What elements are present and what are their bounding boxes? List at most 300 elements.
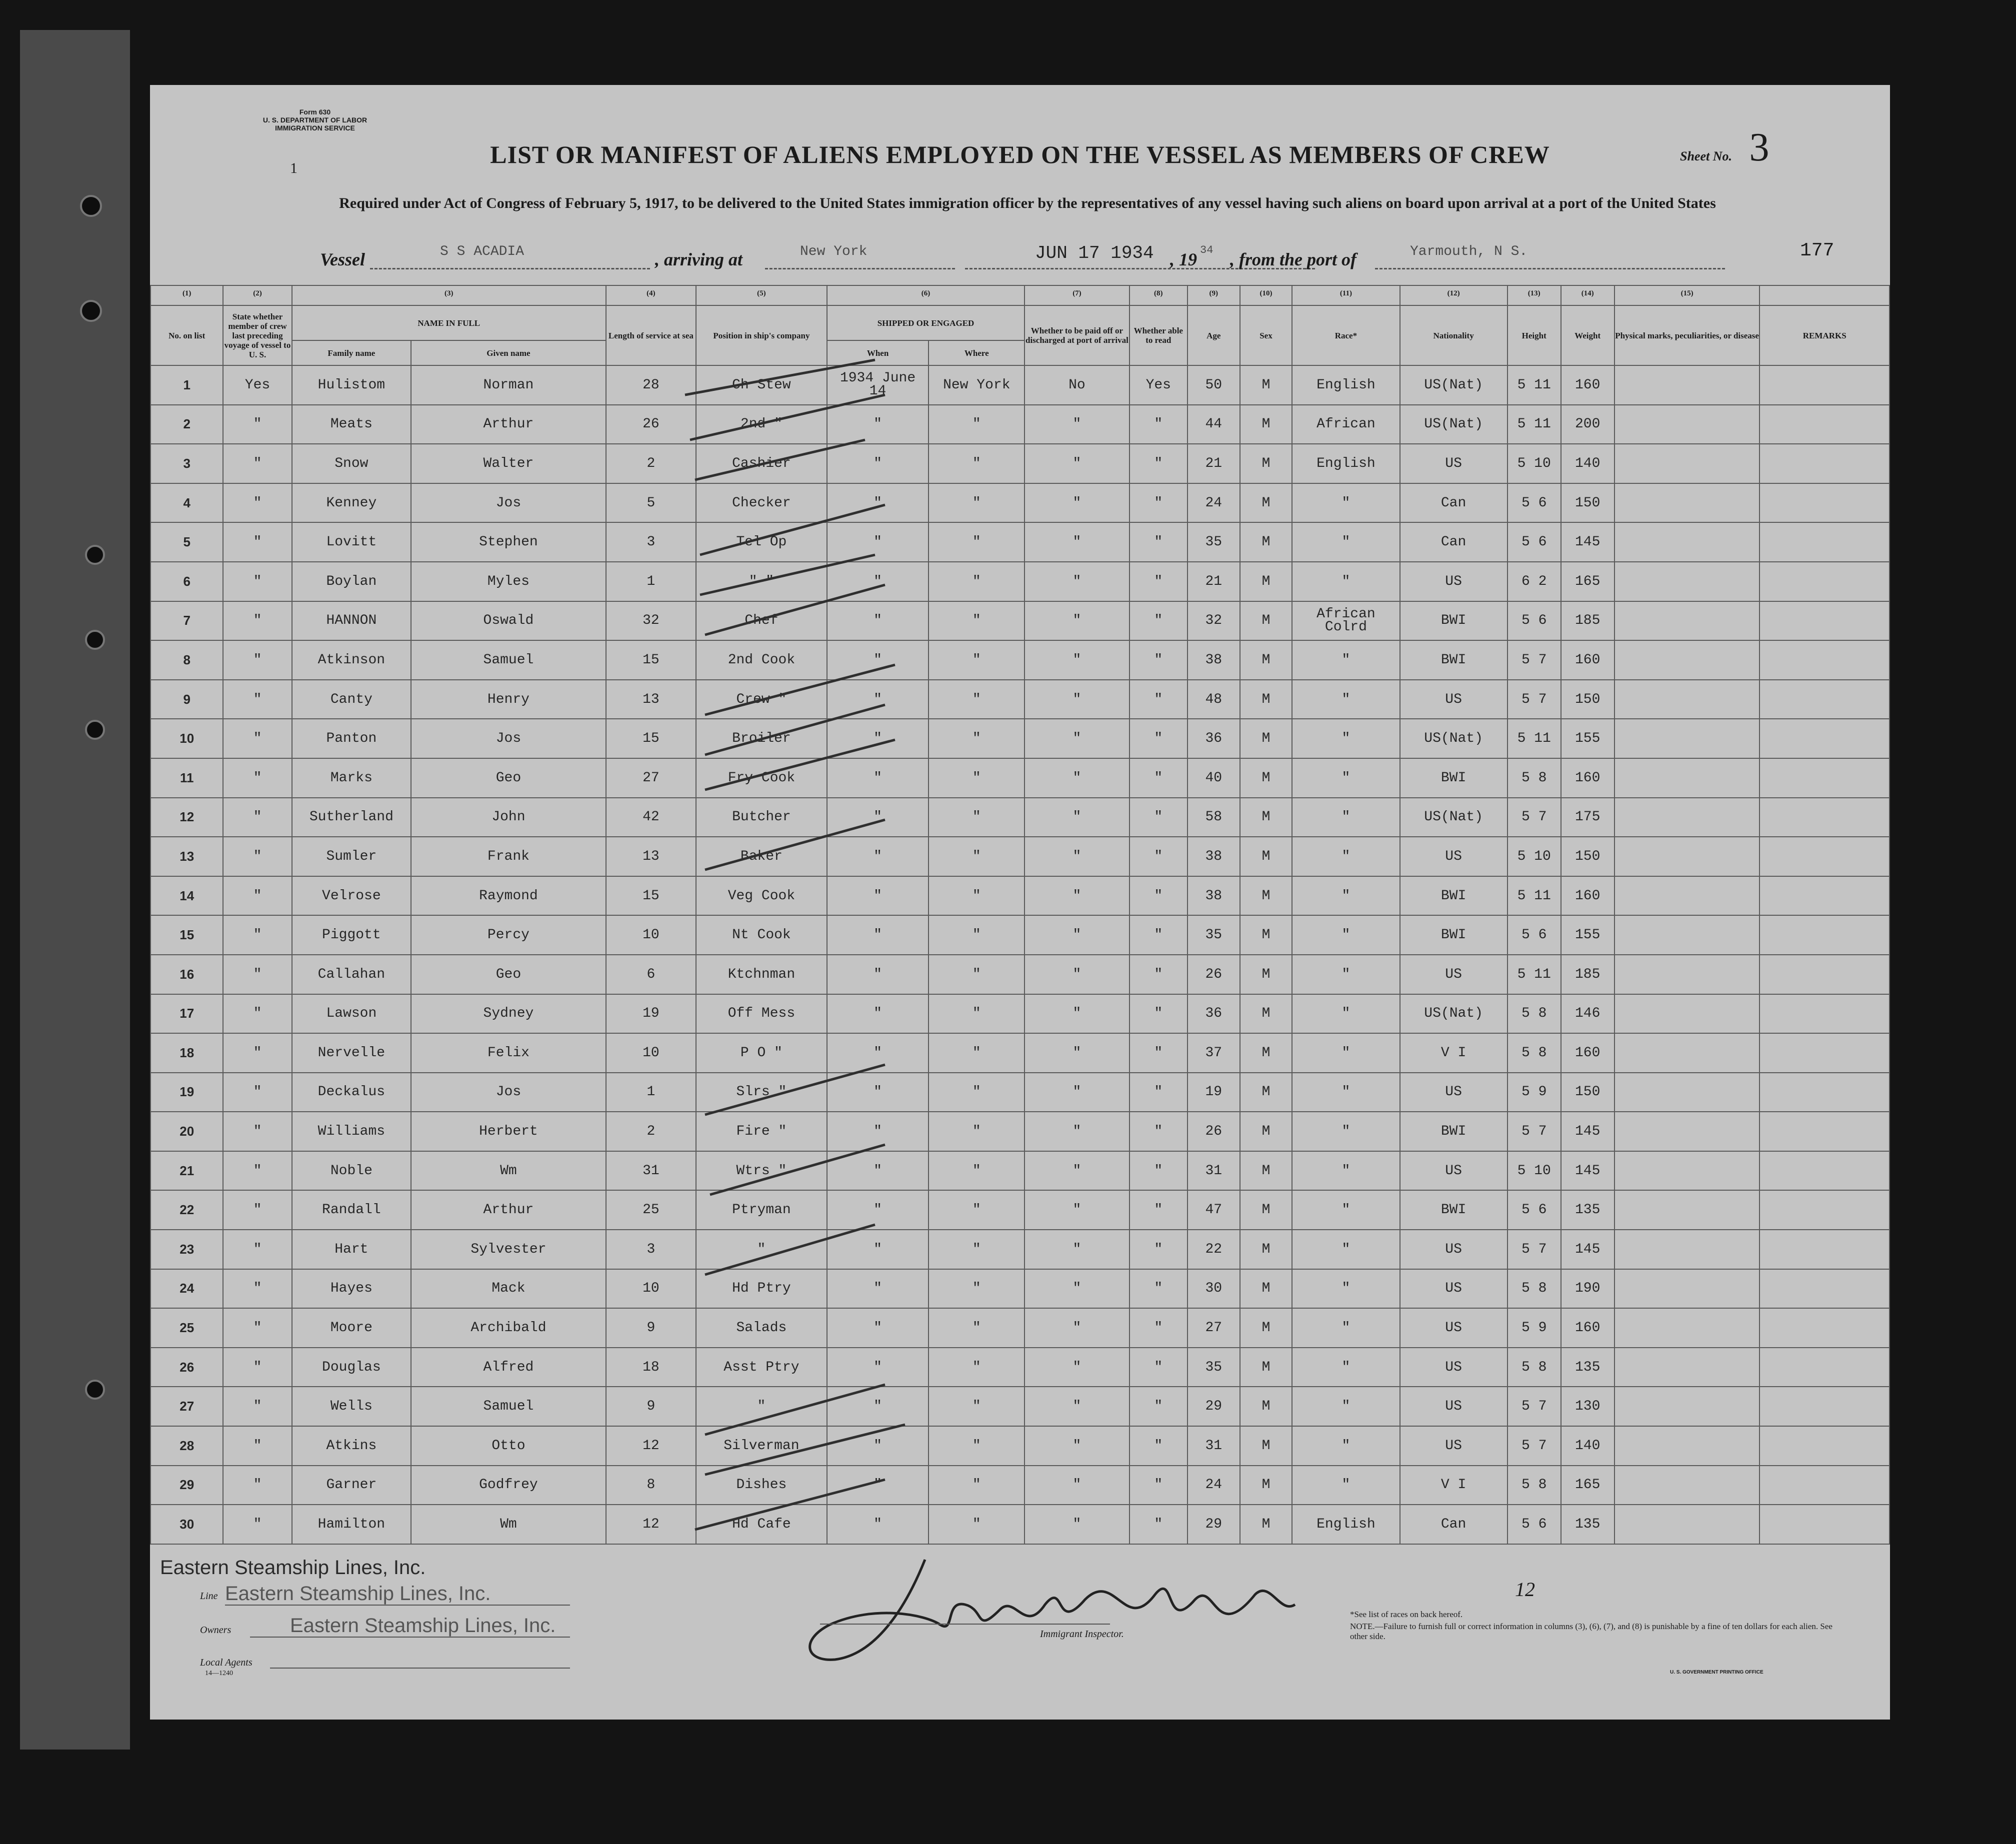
column-number: (6) [827,285,1024,305]
cell-sex: M [1240,444,1292,483]
cell-nationality: V I [1400,1466,1508,1505]
crew-table [150,285,1890,1545]
cell-physical-marks [1614,483,1760,523]
cell-weight: 145 [1561,522,1614,562]
cell-nationality: US [1400,1151,1508,1191]
cell-remarks [1760,876,1890,916]
cell-able-to-read: " [1130,1151,1188,1191]
cell-able-to-read: " [1130,1230,1188,1269]
cell-height: 5 6 [1508,601,1561,641]
cell-physical-marks [1614,444,1760,483]
arriving-port: New York [800,244,868,259]
cell-where: " [928,1151,1024,1191]
cell-no: 9 [150,680,223,719]
cell-length-of-service: 25 [606,1190,696,1230]
cell-previous-voyage: " [223,1308,292,1348]
header-remarks: REMARKS [1760,305,1890,365]
cell-nationality: BWI [1400,758,1508,798]
cell-length-of-service: 15 [606,719,696,758]
cell-given-name: John [411,798,606,837]
column-number: (9) [1188,285,1240,305]
corner-mark: 1 [290,160,298,176]
cell-nationality: US [1400,444,1508,483]
cell-remarks [1760,1466,1890,1505]
cell-remarks [1760,562,1890,601]
crew-table-body [150,365,1890,1544]
cell-height: 5 11 [1508,719,1561,758]
cell-given-name: Mack [411,1269,606,1309]
cell-length-of-service: 32 [606,601,696,641]
cell-age: 35 [1188,1348,1240,1387]
table-row [150,405,1890,444]
arrival-date-stamp: JUN 17 1934 [1035,243,1154,263]
header-given-name: Given name [411,340,606,365]
cell-length-of-service: 13 [606,680,696,719]
cell-where: " [928,1190,1024,1230]
cell-nationality: BWI [1400,601,1508,641]
cell-no: 3 [150,444,223,483]
table-row [150,915,1890,955]
column-number: (3) [292,285,606,305]
cell-position: Baker [696,837,827,876]
header-sex: Sex [1240,305,1292,365]
cell-previous-voyage: " [223,1190,292,1230]
year-suffix: 34 [1200,244,1214,256]
cell-family-name: Randall [292,1190,411,1230]
cell-weight: 175 [1561,798,1614,837]
line-underline [225,1605,570,1606]
cell-able-to-read: " [1130,798,1188,837]
cell-family-name: Nervelle [292,1033,411,1073]
cell-when: " [827,719,929,758]
sheet-label: Sheet No. [1680,149,1732,163]
cell-remarks [1760,1348,1890,1387]
column-number: (10) [1240,285,1292,305]
inspector-label: Immigrant Inspector. [1040,1629,1124,1640]
cell-paid-off: No [1024,365,1129,405]
cell-given-name: Samuel [411,640,606,680]
cell-previous-voyage: " [223,1151,292,1191]
cell-family-name: Panton [292,719,411,758]
cell-race: " [1292,758,1400,798]
cell-remarks [1760,444,1890,483]
cell-race: " [1292,1033,1400,1073]
cell-weight: 160 [1561,640,1614,680]
cell-position: " [696,1230,827,1269]
cell-length-of-service: 10 [606,1033,696,1073]
cell-physical-marks [1614,365,1760,405]
cell-family-name: Velrose [292,876,411,916]
cell-height: 5 10 [1508,444,1561,483]
cell-paid-off: " [1024,1073,1129,1112]
cell-nationality: US(Nat) [1400,719,1508,758]
cell-height: 5 9 [1508,1308,1561,1348]
cell-family-name: Hayes [292,1269,411,1309]
from-underline [1375,268,1725,269]
cell-previous-voyage: " [223,680,292,719]
cell-age: 35 [1188,915,1240,955]
cell-weight: 150 [1561,837,1614,876]
column-number-remarks [1760,285,1890,305]
cell-position: Chef [696,601,827,641]
cell-remarks [1760,1308,1890,1348]
from-port: Yarmouth, N S. [1410,244,1528,259]
cell-when: " [827,1269,929,1309]
cell-race: English [1292,444,1400,483]
cell-able-to-read: " [1130,1033,1188,1073]
cell-position: Nt Cook [696,915,827,955]
cell-weight: 165 [1561,1466,1614,1505]
tick-strokes [685,360,905,1530]
cell-family-name: Atkinson [292,640,411,680]
cell-previous-voyage: " [223,955,292,994]
cell-previous-voyage: " [223,1426,292,1466]
cell-race: " [1292,915,1400,955]
column-number: (2) [223,285,292,305]
header-position: Position in ship's company [696,305,827,365]
cell-given-name: Jos [411,483,606,523]
cell-no: 22 [150,1190,223,1230]
cell-sex: M [1240,876,1292,916]
line-stamp-2: Eastern Steamship Lines, Inc. [225,1583,491,1605]
table-row [150,483,1890,523]
cell-sex: M [1240,1073,1292,1112]
cell-sex: M [1240,1230,1292,1269]
cell-where: " [928,955,1024,994]
cell-length-of-service: 10 [606,915,696,955]
cell-family-name: Canty [292,680,411,719]
form-code: 14—1240 [205,1670,233,1677]
cell-given-name: Jos [411,1073,606,1112]
cell-when: " [827,1190,929,1230]
cell-where: " [928,444,1024,483]
cell-length-of-service: 5 [606,483,696,523]
binder-hole [85,545,105,565]
cell-given-name: Sydney [411,994,606,1034]
cell-where: " [928,640,1024,680]
cell-nationality: US [1400,1230,1508,1269]
table-row [150,758,1890,798]
cell-paid-off: " [1024,1269,1129,1309]
cell-position: P O " [696,1033,827,1073]
cell-age: 19 [1188,1073,1240,1112]
cell-physical-marks [1614,876,1760,916]
cell-race: English [1292,1505,1400,1544]
cell-family-name: Marks [292,758,411,798]
cell-race: " [1292,1269,1400,1309]
cell-family-name: Atkins [292,1426,411,1466]
cell-weight: 185 [1561,601,1614,641]
cell-age: 44 [1188,405,1240,444]
header-shipped-or-engaged: SHIPPED OR ENGAGED [827,305,1024,340]
cell-weight: 140 [1561,444,1614,483]
cell-where: " [928,876,1024,916]
cell-physical-marks [1614,915,1760,955]
cell-height: 5 8 [1508,1033,1561,1073]
cell-given-name: Archibald [411,1308,606,1348]
footer-note-2: NOTE.—Failure to furnish full or correct information in columns (3), (6), (7), and (8) is punishable by a fine of ten dollars for each alien. See other side. [1350,1622,1832,1641]
cell-height: 5 11 [1508,365,1561,405]
cell-previous-voyage: " [223,562,292,601]
binder-hole [80,300,102,322]
cell-family-name: Noble [292,1151,411,1191]
table-row [150,1466,1890,1505]
cell-when: " [827,562,929,601]
cell-when: " [827,1151,929,1191]
service-name: IMMIGRATION SERVICE [275,124,355,132]
cell-length-of-service: 27 [606,758,696,798]
cell-physical-marks [1614,1387,1760,1426]
cell-age: 30 [1188,1269,1240,1309]
cell-given-name: Otto [411,1426,606,1466]
agents-underline [270,1668,570,1669]
binder-hole [85,1380,105,1400]
cell-remarks [1760,640,1890,680]
signature-stroke [810,1560,1295,1660]
cell-previous-voyage: " [223,444,292,483]
cell-race: African [1292,405,1400,444]
cell-weight: 150 [1561,483,1614,523]
cell-race: " [1292,837,1400,876]
department-name: U. S. DEPARTMENT OF LABOR [262,116,368,124]
table-row [150,1348,1890,1387]
cell-where: " [928,483,1024,523]
cell-previous-voyage: Yes [223,365,292,405]
cell-given-name: Walter [411,444,606,483]
cell-given-name: Godfrey [411,1466,606,1505]
cell-nationality: US [1400,955,1508,994]
cell-able-to-read: " [1130,1505,1188,1544]
cell-height: 5 8 [1508,1269,1561,1309]
cell-previous-voyage: " [223,758,292,798]
cell-sex: M [1240,1466,1292,1505]
cell-family-name: Kenney [292,483,411,523]
cell-no: 4 [150,483,223,523]
cell-when: 1934 June 14 [827,365,929,405]
cell-paid-off: " [1024,601,1129,641]
cell-age: 31 [1188,1426,1240,1466]
cell-weight: 160 [1561,758,1614,798]
owners-label: Owners [200,1625,232,1636]
cell-race: " [1292,640,1400,680]
cell-sex: M [1240,1387,1292,1426]
cell-no: 17 [150,994,223,1034]
cell-able-to-read: " [1130,405,1188,444]
cell-given-name: Frank [411,837,606,876]
cell-height: 5 6 [1508,483,1561,523]
cell-previous-voyage: " [223,640,292,680]
cell-when: " [827,1505,929,1544]
table-row [150,1426,1890,1466]
page-number: 177 [1800,240,1834,261]
cell-race: " [1292,719,1400,758]
header-nationality: Nationality [1400,305,1508,365]
cell-position: " [696,1387,827,1426]
cell-sex: M [1240,758,1292,798]
cell-no: 21 [150,1151,223,1191]
cell-nationality: US [1400,1426,1508,1466]
cell-where: " [928,1073,1024,1112]
cell-nationality: BWI [1400,640,1508,680]
service-tick-marks [675,355,935,1555]
cell-paid-off: " [1024,1426,1129,1466]
cell-no: 19 [150,1073,223,1112]
cell-length-of-service: 3 [606,522,696,562]
cell-previous-voyage: " [223,1466,292,1505]
cell-length-of-service: 42 [606,798,696,837]
line-label: Line [200,1591,218,1602]
cell-family-name: HANNON [292,601,411,641]
cell-position: Salads [696,1308,827,1348]
cell-family-name: Hulistom [292,365,411,405]
cell-remarks [1760,1230,1890,1269]
cell-age: 50 [1188,365,1240,405]
cell-height: 5 10 [1508,1151,1561,1191]
cell-length-of-service: 2 [606,1112,696,1151]
cell-when: " [827,1426,929,1466]
cell-family-name: Douglas [292,1348,411,1387]
cell-race: " [1292,1230,1400,1269]
cell-sex: M [1240,1269,1292,1309]
cell-remarks [1760,1190,1890,1230]
cell-weight: 145 [1561,1230,1614,1269]
cell-nationality: US [1400,1308,1508,1348]
cell-where: " [928,1269,1024,1309]
cell-where: " [928,994,1024,1034]
cell-given-name: Wm [411,1505,606,1544]
cell-weight: 145 [1561,1151,1614,1191]
cell-age: 36 [1188,719,1240,758]
cell-nationality: US [1400,1387,1508,1426]
cell-race: African Colrd [1292,601,1400,641]
cell-paid-off: " [1024,915,1129,955]
cell-where: " [928,915,1024,955]
cell-remarks [1760,798,1890,837]
cell-sex: M [1240,719,1292,758]
cell-race: " [1292,955,1400,994]
cell-weight: 135 [1561,1348,1614,1387]
cell-family-name: Sutherland [292,798,411,837]
cell-family-name: Piggott [292,915,411,955]
table-row [150,1269,1890,1309]
cell-height: 5 6 [1508,522,1561,562]
cell-age: 48 [1188,680,1240,719]
cell-remarks [1760,680,1890,719]
cell-no: 16 [150,955,223,994]
header-paid-off: Whether to be paid off or discharged at port of arrival [1024,305,1129,365]
cell-no: 18 [150,1033,223,1073]
vessel-underline [370,268,650,269]
cell-remarks [1760,601,1890,641]
cell-previous-voyage: " [223,483,292,523]
cell-given-name: Percy [411,915,606,955]
binder-edge [20,30,130,1750]
cell-weight: 135 [1561,1190,1614,1230]
cell-paid-off: " [1024,994,1129,1034]
cell-remarks [1760,522,1890,562]
cell-age: 40 [1188,758,1240,798]
cell-where: " [928,719,1024,758]
cell-height: 5 8 [1508,758,1561,798]
table-row [150,1190,1890,1230]
cell-age: 29 [1188,1387,1240,1426]
cell-length-of-service: 15 [606,640,696,680]
cell-age: 47 [1188,1190,1240,1230]
cell-no: 23 [150,1230,223,1269]
table-row [150,955,1890,994]
cell-weight: 165 [1561,562,1614,601]
form-number: Form 630 [299,108,331,116]
cell-where: " [928,522,1024,562]
cell-sex: M [1240,601,1292,641]
cell-physical-marks [1614,405,1760,444]
cell-able-to-read: " [1130,680,1188,719]
cell-nationality: Can [1400,483,1508,523]
column-number: (15) [1614,285,1760,305]
cell-where: New York [928,365,1024,405]
header-where: Where [928,340,1024,365]
cell-when: " [827,1073,929,1112]
table-row [150,1505,1890,1544]
cell-position: Asst Ptry [696,1348,827,1387]
cell-age: 32 [1188,601,1240,641]
cell-when: " [827,994,929,1034]
cell-age: 38 [1188,876,1240,916]
cell-physical-marks [1614,1308,1760,1348]
cell-length-of-service: 9 [606,1387,696,1426]
cell-sex: M [1240,522,1292,562]
cell-when: " [827,1112,929,1151]
cell-weight: 130 [1561,1387,1614,1426]
table-row [150,365,1890,405]
owners-underline [250,1637,570,1638]
cell-given-name: Sylvester [411,1230,606,1269]
cell-physical-marks [1614,1230,1760,1269]
cell-nationality: US [1400,1073,1508,1112]
cell-sex: M [1240,562,1292,601]
cell-remarks [1760,994,1890,1034]
cell-able-to-read: " [1130,1308,1188,1348]
cell-family-name: Sumler [292,837,411,876]
cell-when: " [827,955,929,994]
cell-where: " [928,1505,1024,1544]
header-age: Age [1188,305,1240,365]
cell-height: 5 7 [1508,1230,1561,1269]
line-stamp-1: Eastern Steamship Lines, Inc. [160,1557,426,1579]
cell-nationality: Can [1400,1505,1508,1544]
cell-given-name: Jos [411,719,606,758]
cell-position: Off Mess [696,994,827,1034]
cell-able-to-read: " [1130,1466,1188,1505]
cell-nationality: US(Nat) [1400,365,1508,405]
header-physical-marks: Physical marks, peculiarities, or disease [1614,305,1760,365]
cell-no: 24 [150,1269,223,1309]
cell-sex: M [1240,1151,1292,1191]
cell-no: 2 [150,405,223,444]
column-number: (4) [606,285,696,305]
cell-able-to-read: " [1130,915,1188,955]
cell-no: 14 [150,876,223,916]
cell-sex: M [1240,365,1292,405]
cell-physical-marks [1614,1033,1760,1073]
cell-able-to-read: " [1130,483,1188,523]
cell-able-to-read: " [1130,837,1188,876]
cell-paid-off: " [1024,483,1129,523]
cell-sex: M [1240,483,1292,523]
cell-previous-voyage: " [223,798,292,837]
cell-physical-marks [1614,1348,1760,1387]
cell-family-name: Callahan [292,955,411,994]
